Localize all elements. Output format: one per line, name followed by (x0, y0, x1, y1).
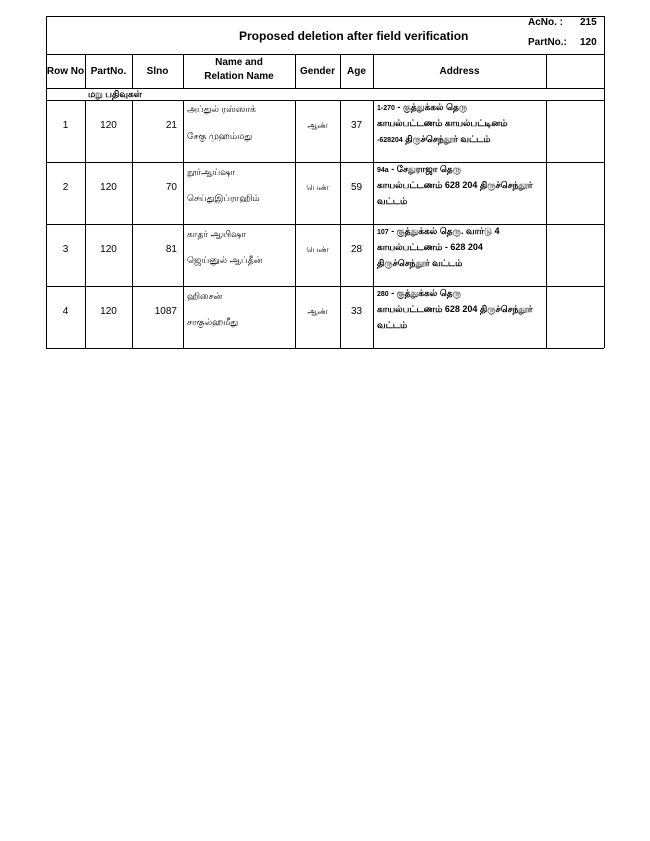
cell-address-line1: 94a - சேதுராஜா தெரு (377, 164, 462, 174)
header-address: Address (439, 66, 480, 77)
grid-line (46, 348, 604, 349)
cell-age: 37 (350, 120, 363, 131)
cell-name: நூர்ஆய்ஷா (187, 167, 236, 177)
header-row-no: Row No (46, 66, 85, 77)
cell-address-line2: காயல்பட்டணம் காயல்பட்டினம் (377, 118, 508, 128)
cell-gender: பெண் (306, 183, 329, 192)
header-relation-name: Relation Name (204, 71, 274, 82)
grid-line (183, 100, 184, 348)
cell-slno: 1087 (154, 306, 177, 317)
cell-row-no: 1 (62, 120, 69, 131)
cell-address-line2: காயல்பட்டணம் - 628 204 (377, 242, 483, 252)
cell-relation: ஜெய்னுல் ஆப்தீன் (187, 255, 263, 265)
cell-row-no: 2 (62, 182, 69, 193)
grid-line (546, 54, 547, 88)
cell-address-line1: 1-270 - குத்துக்கல் தெரு (377, 102, 468, 112)
header-part-no: PartNo. (90, 66, 127, 77)
acno-label: AcNo. : (528, 17, 563, 28)
header-gender: Gender (299, 66, 335, 77)
grid-line (46, 162, 604, 163)
cell-slno: 21 (165, 120, 177, 131)
cell-relation: சாகுல்ஹமீது (187, 317, 239, 327)
cell-part-no: 120 (100, 244, 117, 255)
header-slno: Slno (146, 66, 169, 77)
grid-line (546, 100, 547, 348)
cell-name: காதர் ஆயிஷா (187, 229, 246, 239)
cell-address-line2: காயல்பட்டணம் 628 204 திருச்செந்தூர் (377, 304, 533, 314)
cell-age: 59 (350, 182, 363, 193)
partno-value: 120 (580, 37, 597, 48)
cell-age: 33 (350, 306, 363, 317)
cell-gender: பெண் (306, 245, 329, 254)
header-name: Name and (215, 57, 263, 68)
cell-address-line3: திருச்செந்தூர் வட்டம் (377, 258, 463, 268)
cell-row-no: 3 (62, 244, 69, 255)
cell-relation: சேகு முஹம்மது (187, 131, 253, 141)
cell-gender: ஆண் (307, 121, 328, 130)
page-title: Proposed deletion after field verification (239, 29, 469, 43)
grid-line (46, 224, 604, 225)
cell-name: அப்துல் ரஸ்ஸாக் (187, 104, 256, 114)
cell-address-line3: வட்டம் (377, 196, 408, 206)
grid-line (604, 16, 605, 348)
grid-line (46, 54, 604, 55)
cell-slno: 81 (165, 244, 177, 255)
cell-name: ஹிசைன் (187, 291, 223, 301)
cell-slno: 70 (165, 182, 177, 193)
grid-line (373, 100, 374, 348)
grid-line (46, 16, 604, 17)
cell-address-line1: 107 - குத்துக்கல் தெரு. வார்டு 4 (377, 226, 500, 236)
acno-value: 215 (580, 17, 597, 28)
cell-address-line3: வட்டம் (377, 320, 408, 330)
cell-address-line3: -628204 திருச்செந்தூர் வட்டம் (377, 134, 491, 144)
cell-address-line1: 280 - குத்துக்கல் தெரு (377, 288, 461, 298)
cell-row-no: 4 (62, 306, 69, 317)
cell-part-no: 120 (100, 306, 117, 317)
cell-relation: செய்துஇப்ராஹிம் (187, 193, 260, 203)
cell-address-line2: காயல்பட்டணம் 628 204 திருச்செந்தூர் (377, 180, 533, 190)
cell-part-no: 120 (100, 120, 117, 131)
cell-gender: ஆண் (307, 307, 328, 316)
grid-line (46, 286, 604, 287)
section-label: மறு பதிவுகள் (88, 89, 142, 99)
cell-age: 28 (350, 244, 363, 255)
cell-part-no: 120 (100, 182, 117, 193)
partno-label: PartNo.: (528, 37, 567, 48)
header-age: Age (347, 66, 366, 77)
